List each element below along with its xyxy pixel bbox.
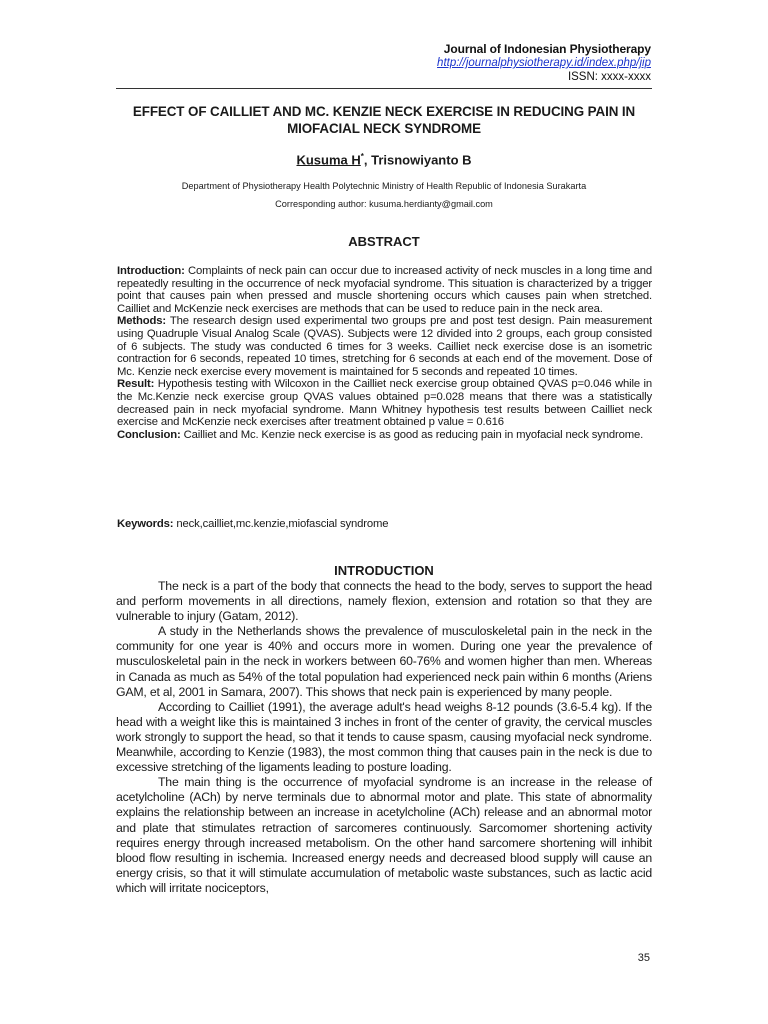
intro-paragraph-2: A study in the Netherlands shows the prevalence of musculoskeletal pain in the neck in the community for one year is 40% and occurs more in women. During one year the prevalence of musculoskeletal pain in the neck in workers between 60-76% and women higher than men. Whereas in Canada as much as 54% of the total population had experienced neck pain within 6 months (Ariens GAM, et al, 2001 in Samara, 2007). This shows that neck pain is experienced by many people. — [116, 624, 652, 699]
page-number: 35 — [637, 952, 650, 964]
abstract-conclusion-label: Conclusion: — [117, 428, 181, 441]
abstract-introduction-label: Introduction: — [117, 265, 185, 277]
abstract-result-text: Hypothesis testing with Wilcoxon in the Cailliet neck exercise group obtained QVAS p=0.046 while in the Mc.Kenzie neck exercise group QVAS values obtained p=0.028 means that there was a statistically decreased pain in neck myofacial syndrome. Mann Whitney hypothesis test results between Cailliet neck exercise and McKenzie neck exercises after treatment obtained p value = 0.616 — [117, 378, 652, 429]
introduction-body — [116, 579, 652, 896]
paper-title: EFFECT OF CAILLIET AND MC. KENZIE NECK EXERCISE IN REDUCING PAIN IN MIOFACIAL NECK SYNDROME — [132, 104, 636, 136]
author-2: , Trisnowiyanto B — [363, 152, 472, 168]
intro-paragraph-3: According to Cailliet (1991), the average adult's head weighs 8-12 pounds (3.6-5.4 kg). If the head with a weight like this is maintained 3 inches in front of the center of gravity, the cervical muscles work strongly to support the head, so that it tends to cause spasm, causing myofacial neck syndrome. Meanwhile, according to Kenzie (1983), the most common thing that causes pain in the neck is due to excessive stretching of the ligaments leading to posture loading. — [116, 699, 652, 775]
abstract-introduction — [117, 265, 652, 315]
abstract-methods — [117, 315, 652, 378]
abstract-conclusion — [117, 429, 652, 442]
abstract-body — [117, 265, 652, 441]
abstract-result-label: Result: — [117, 378, 155, 391]
keywords-label: Keywords: — [117, 518, 174, 530]
abstract-heading: ABSTRACT — [348, 234, 420, 249]
keywords-text: neck,cailliet,mc.kenzie,miofascial syndrome — [173, 518, 389, 530]
issn: ISSN: xxxx-xxxx — [567, 71, 651, 83]
abstract-result — [117, 378, 652, 428]
header-divider — [116, 88, 652, 89]
introduction-heading: INTRODUCTION — [334, 563, 434, 578]
author-1: Kusuma H — [296, 152, 361, 168]
affiliation: Department of Physiotherapy Health Polytechnic Ministry of Health Republic of Indonesia Surakarta — [181, 181, 587, 191]
abstract-methods-label: Methods: — [117, 315, 167, 328]
abstract-introduction-text: Complaints of neck pain can occur due to increased activity of neck muscles in a long time and repeatedly resulting in the occurrence of neck myofacial syndrome. This situation is characterized by a trigger point that causes pain when pressed and muscle shortening occurs which causes pain when stretched. Cailliet and McKenzie neck exercises are methods that can be used to reduce pain in the neck area. — [117, 265, 652, 315]
journal-name: Journal of Indonesian Physiotherapy — [443, 42, 651, 56]
abstract-conclusion-text: Cailliet and Mc. Kenzie neck exercise is as good as reducing pain in myofacial neck syndrome. — [180, 428, 644, 441]
intro-paragraph-1: The neck is a part of the body that connects the head to the body, serves to support the head and perform movements in all directions, namely flexion, extension and rotation so that they are vulnerable to injury (Gatam, 2012). — [116, 579, 652, 624]
keywords — [117, 518, 652, 530]
author-list — [116, 152, 652, 167]
corresponding-mark: * — [360, 152, 364, 161]
corresponding-author: Corresponding author: kusuma.herdianty@gmail.com — [275, 199, 493, 209]
journal-url-link[interactable]: http://journalphysiotherapy.id/index.php/jip — [437, 57, 651, 69]
abstract-methods-text: The research design used experimental two groups pre and post test design. Pain measurement using Quadruple Visual Analog Scale (QVAS). Subjects were 12 divided into 2 groups, each group consisted of 6 subjects. The study was conducted 6 times for 3 weeks. Cailliet neck exercise dose is an isometric contraction for 6 seconds, repeated 10 times, stretching for 6 seconds at each end of the movement. Dose of Mc. Kenzie neck exercise every movement is maintained for 5 seconds and repeated 10 times. — [117, 315, 652, 378]
intro-paragraph-4: The main thing is the occurrence of myofacial syndrome is an increase in the release of acetylcholine (ACh) by nerve terminals due to abnormal motor and plate. This state of abnormality explains the relationship between an increase in acetylcholine (ACh) release and an abnormal motor and plate that stimulates retraction of sarcomeres continuously. Sarcomomer shortening activity requires energy through increased metabolism. On the other hand sarcomere shortening will inhibit blood flow resulting in ischemia. Increased energy needs and decreased blood supply will cause an energy crisis, so that it will stimulate accumulation of metabolic waste substances, such as lactic acid which will irritate nociceptors, — [116, 775, 652, 895]
